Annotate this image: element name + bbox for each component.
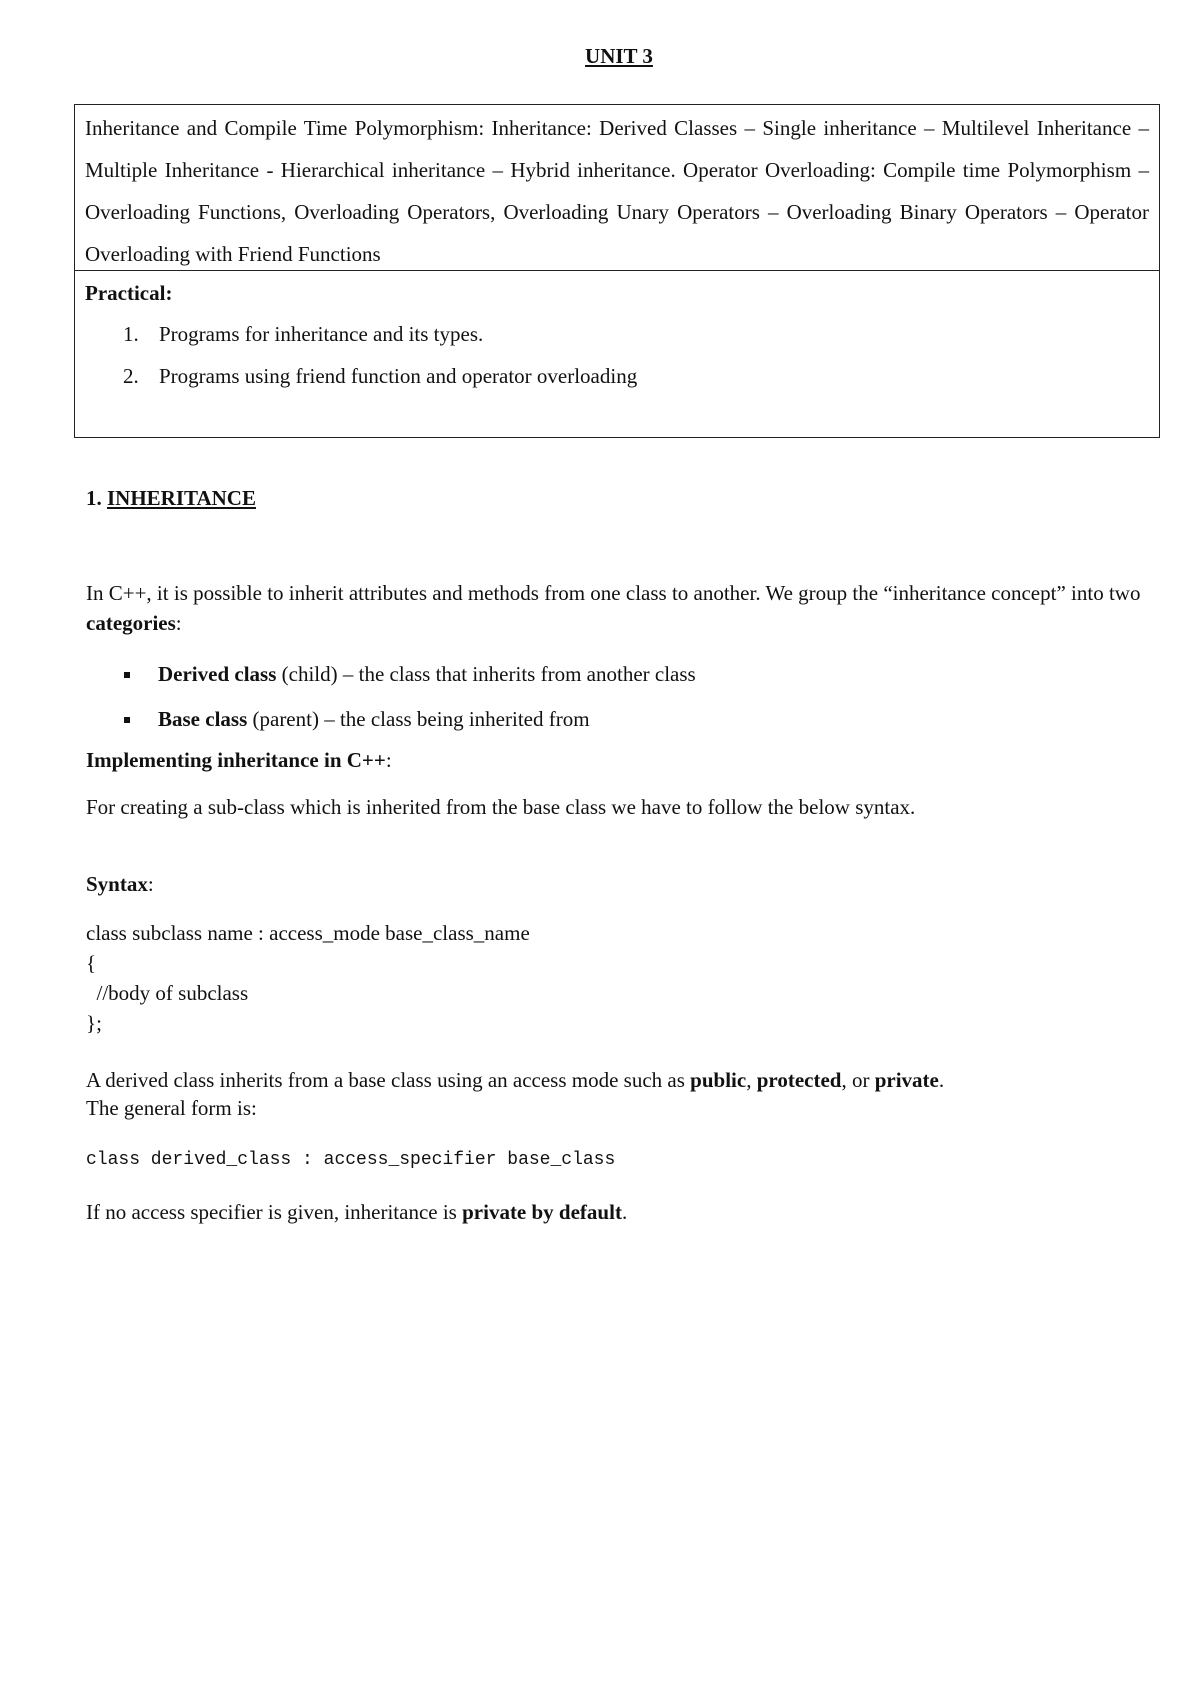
private-term: private (874, 1068, 939, 1092)
practical-item (85, 355, 1149, 397)
practical-item (85, 313, 1149, 355)
impl-heading-colon: : (385, 748, 392, 772)
practical-list (85, 313, 1149, 397)
derived-text: A derived class inherits from a base class using an access mode such as (86, 1068, 691, 1092)
list-item-text: (child) – the class that inherits from another class (276, 662, 696, 686)
practical-section (75, 271, 1159, 397)
intro-text: In C++, it is possible to inherit attributes and methods from one class to another. We group the “inheritance concept” into two (86, 581, 1141, 605)
practical-item-number: 2. (123, 364, 139, 388)
separator: , or (841, 1068, 875, 1092)
section-heading (86, 486, 256, 511)
syllabus-topics: Inheritance and Compile Time Polymorphism: Inheritance: Derived Classes – Single inheritance – Multilevel Inheritance – Multiple Inheritance - Hierarchical inheritance – Hybrid inheritance. Operator Overloading: Compile time Polymorphism – Overloading Functions, Overloading Operators, Overloading Unary Operators – Overloading Binary Operators – Operator Overloading with Friend Functions (75, 105, 1159, 271)
default-bold-term: private by default (462, 1200, 622, 1224)
syntax-code-block: class subclass name : access_mode base_class_name { //body of subclass }; (86, 921, 530, 1035)
list-item (86, 652, 1146, 697)
syntax-label-text: Syntax (86, 872, 148, 896)
syntax-label (86, 872, 1146, 897)
list-item (86, 697, 1146, 742)
general-form-text: The general form is: (86, 1096, 257, 1120)
period: . (938, 1068, 945, 1092)
practical-item-text: Programs using friend function and operator overloading (159, 364, 638, 388)
default-paragraph (86, 1200, 1146, 1225)
section-number: 1. (86, 486, 102, 510)
class-types-list (86, 652, 1146, 742)
syllabus-box (74, 104, 1160, 438)
impl-heading-text: Implementing inheritance in C++ (86, 748, 386, 772)
separator: , (746, 1068, 757, 1092)
square-bullet-icon (124, 717, 130, 723)
practical-item-number: 1. (123, 322, 139, 346)
practical-item-text: Programs for inheritance and its types. (159, 322, 484, 346)
protected-term: protected (756, 1068, 842, 1092)
practical-label: Practical: (85, 281, 173, 305)
square-bullet-icon (124, 672, 130, 678)
public-term: public (690, 1068, 747, 1092)
impl-heading (86, 748, 1146, 773)
intro-colon: : (175, 611, 182, 635)
syntax-label-colon: : (147, 872, 154, 896)
derived-paragraph (86, 1066, 1146, 1122)
default-text: If no access specifier is given, inheritance is (86, 1200, 463, 1224)
page-title: UNIT 3 (585, 44, 653, 68)
intro-paragraph (86, 578, 1146, 638)
list-item-term: Base class (158, 707, 248, 731)
intro-bold-term: categories (86, 611, 176, 635)
list-item-text: (parent) – the class being inherited from (247, 707, 590, 731)
section-title: INHERITANCE (107, 486, 256, 510)
period: . (621, 1200, 628, 1224)
general-form-code: class derived_class : access_specifier base_class (86, 1150, 616, 1170)
impl-paragraph: For creating a sub-class which is inherited from the base class we have to follow the below syntax. (86, 795, 916, 819)
list-item-term: Derived class (158, 662, 277, 686)
